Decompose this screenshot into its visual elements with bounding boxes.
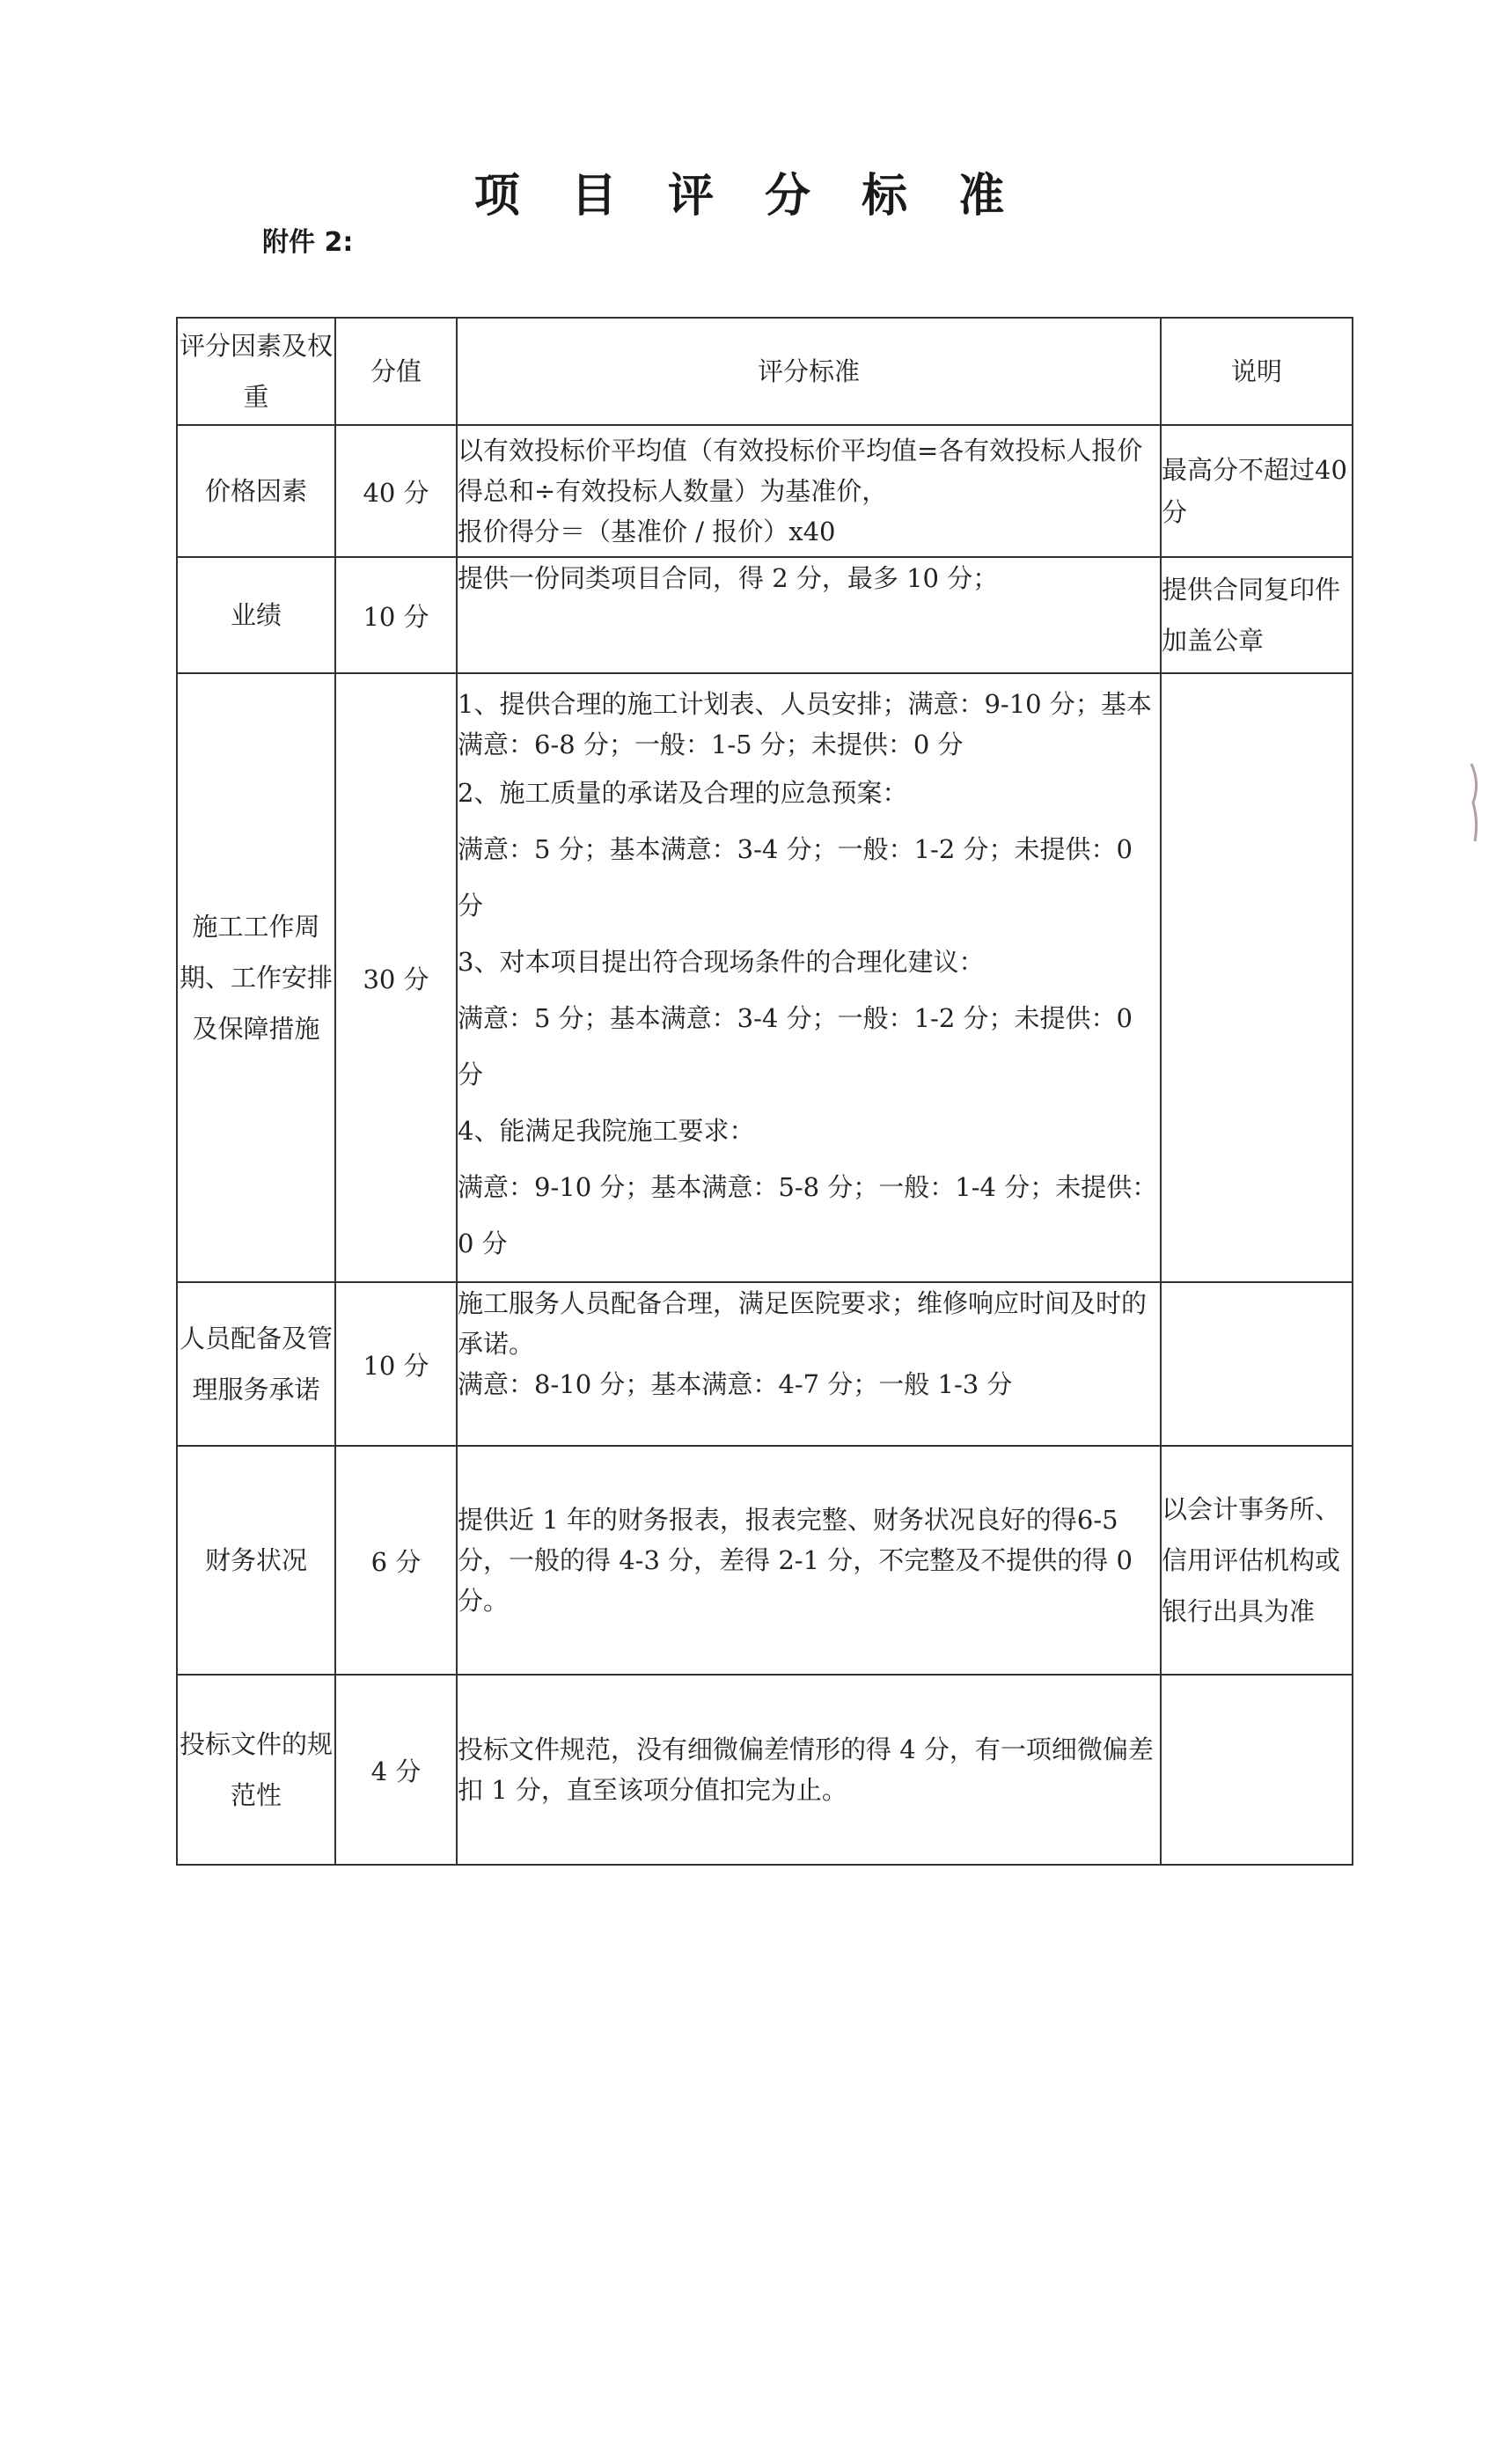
- row-criteria: [457, 1282, 1161, 1446]
- criteria-line: 2、施工质量的承诺及合理的应急预案：: [458, 778, 908, 808]
- header-factor: 评分因素及权重: [177, 318, 335, 425]
- page-title: 项 目 评 分 标 准: [473, 170, 1023, 223]
- scoring-table: [176, 317, 1353, 1866]
- criteria-line: 4、能满足我院施工要求：: [458, 1116, 755, 1146]
- row-factor: 价格因素: [177, 425, 335, 557]
- criteria-line: 投标文件规范，没有细微偏差情形的得 4 分，有一项细微偏差扣 1 分，直至该项分值扣完为止。: [458, 1734, 1154, 1805]
- scan-artifact-icon: [1468, 757, 1484, 862]
- criteria-line: 满意：8-10 分；基本满意：4-7 分；一般 1-3 分: [458, 1369, 1013, 1399]
- table-header-row: [177, 318, 1353, 425]
- criteria-line: 提供近 1 年的财务报表，报表完整、财务状况良好的得6-5 分，一般的得 4-3 分，差得 2-1 分，不完整及不提供的得 0 分。: [458, 1505, 1133, 1616]
- row-points: 10 分: [335, 557, 457, 673]
- row-factor: 投标文件的规范性: [177, 1675, 335, 1865]
- row-note: 提供合同复印件加盖公章: [1161, 557, 1353, 673]
- row-points: 40 分: [335, 425, 457, 557]
- table-row: [177, 673, 1353, 1282]
- table-row: [177, 1282, 1353, 1446]
- row-note: [1161, 673, 1353, 1282]
- criteria-line: 满意：5 分；基本满意：3-4 分；一般：1-2 分；未提供：0 分: [458, 834, 1133, 920]
- row-note: 以会计事务所、信用评估机构或银行出具为准: [1161, 1446, 1353, 1675]
- row-criteria: [457, 557, 1161, 673]
- table-row: [177, 1446, 1353, 1675]
- row-criteria: [457, 425, 1161, 557]
- row-points: 30 分: [335, 673, 457, 1282]
- criteria-line: 满意：9-10 分；基本满意：5-8 分；一般：1-4 分；未提供：0 分: [458, 1172, 1158, 1258]
- criteria-line: 以有效投标价平均值（有效投标价平均值=各有效投标人报价得总和÷有效投标人数量）为基准价，: [458, 436, 1143, 506]
- row-criteria: [457, 673, 1161, 1282]
- header-note: 说明: [1161, 318, 1353, 425]
- header-points: 分值: [335, 318, 457, 425]
- criteria-line: 3、对本项目提出符合现场条件的合理化建议：: [458, 947, 985, 977]
- row-factor: 人员配备及管理服务承诺: [177, 1282, 335, 1446]
- criteria-line: 报价得分＝（基准价 / 报价）x40: [458, 517, 836, 546]
- table-row: [177, 425, 1353, 557]
- attachment-label: 附件 2:: [262, 227, 354, 258]
- row-note: [1161, 1675, 1353, 1865]
- criteria-line: 满意：5 分；基本满意：3-4 分；一般：1-2 分；未提供：0 分: [458, 1003, 1133, 1089]
- table-row: [177, 1675, 1353, 1865]
- criteria-line: 提供一份同类项目合同，得 2 分，最多 10 分；: [458, 563, 999, 593]
- row-factor: 财务状况: [177, 1446, 335, 1675]
- row-note: 最高分不超过40分: [1161, 425, 1353, 557]
- row-points: 6 分: [335, 1446, 457, 1675]
- row-points: 10 分: [335, 1282, 457, 1446]
- row-factor: 施工工作周期、工作安排及保障措施: [177, 673, 335, 1282]
- row-criteria: [457, 1675, 1161, 1865]
- header-criteria: 评分标准: [457, 318, 1161, 425]
- criteria-line: 施工服务人员配备合理，满足医院要求；维修响应时间及时的承诺。: [458, 1288, 1148, 1359]
- row-criteria: [457, 1446, 1161, 1675]
- row-note: [1161, 1282, 1353, 1446]
- row-points: 4 分: [335, 1675, 457, 1865]
- table-row: [177, 557, 1353, 673]
- row-factor: 业绩: [177, 557, 335, 673]
- criteria-line: 1、提供合理的施工计划表、人员安排；满意：9-10 分；基本满意：6-8 分；一般：1-5 分；未提供：0 分: [458, 689, 1152, 759]
- scan-artifact: [1468, 757, 1484, 862]
